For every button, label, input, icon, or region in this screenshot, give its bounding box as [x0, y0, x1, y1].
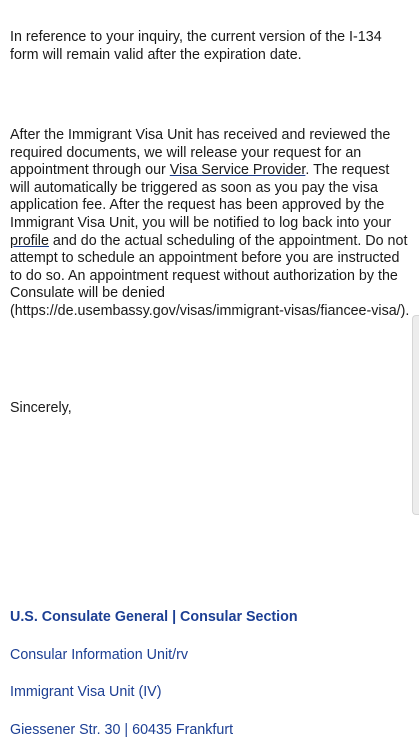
paragraph-text-1: After the Immigrant Visa Unit has received and reviewed the required documents, we will release your request for an appointment through our [10, 127, 391, 179]
paragraph-text-2: . The request will automatically be triggered as soon as you pay the visa application fee. After the request has been approved by the Immigrant Visa Unit, you will be notified to log back into your [10, 162, 392, 231]
closing-salutation: Sincerely, [10, 400, 72, 416]
paragraph-appointment-process [10, 127, 410, 321]
signature-organization: U.S. Consulate General | Consular Section [10, 609, 298, 625]
profile-link[interactable]: profile [10, 232, 49, 249]
signature-unit: Consular Information Unit/rv [10, 647, 188, 663]
paragraph-text-3: and do the actual scheduling of the appointment. Do not attempt to schedule an appointment before you are instructed to do so. An appointment request without authorization by the Consulate will be denied (https://de.usembassy.gov/visas/immigrant-visas/fiancee-visa/). [10, 232, 410, 319]
visa-service-provider-link[interactable]: Visa Service Provider [169, 162, 306, 179]
signature-address: Giessener Str. 30 | 60435 Frankfurt [10, 722, 234, 738]
signature-section: Immigrant Visa Unit (IV) [10, 684, 162, 700]
paragraph-form-validity: In reference to your inquiry, the current version of the I-134 form will remain valid after the expiration date. [10, 29, 382, 63]
scroll-handle[interactable] [412, 315, 419, 515]
